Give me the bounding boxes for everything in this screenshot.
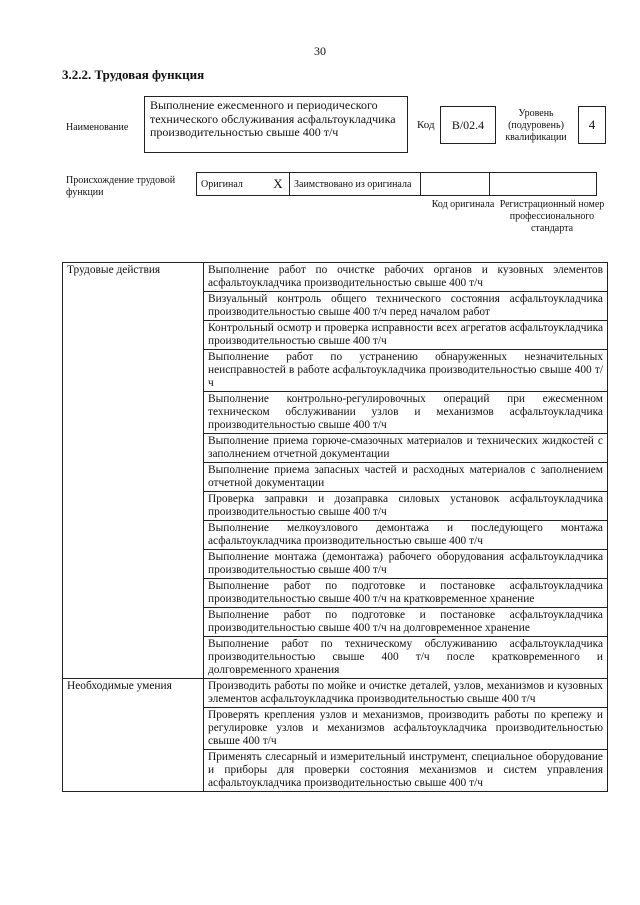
item-cell: Выполнение мелкоузлового демонтажа и последующего монтажа асфальтоукладчика производительностью свыше 400 т/ч (204, 521, 608, 550)
reg-number-caption: Регистрационный номер профессионального стандарта (499, 199, 605, 234)
qualification-level-box: 4 (578, 106, 606, 144)
original-mark: X (267, 173, 290, 196)
item-cell: Производить работы по мойке и очистке деталей, узлов, механизмов и кузовных элементов асфальтоукладчика производительностью свыше 400 т/ч (204, 679, 608, 708)
labor-function-table (62, 262, 608, 792)
code-label: Код (417, 119, 435, 131)
item-cell: Выполнение приема запасных частей и расходных материалов с заполнением отчетной документации (204, 463, 608, 492)
item-cell: Выполнение работ по устранению обнаруженных незначительных неисправностей в работе асфальтоукладчика производительностью свыше 400 т/ч (204, 350, 608, 392)
origin-label: Происхождение трудовой функции (66, 175, 176, 198)
item-cell: Применять слесарный и измерительный инструмент, специальное оборудование и приборы для проверки состояния механизмов и систем управления асфальтоукладчика производительностью свыше 400 т/ч (204, 750, 608, 792)
name-label: Наименование (66, 122, 129, 133)
original-code-cell (421, 173, 490, 196)
category-cell: Трудовые действия (63, 263, 204, 679)
page-number: 30 (314, 44, 326, 58)
original-label: Оригинал (197, 173, 268, 196)
item-cell: Выполнение работ по подготовке и постановке асфальтоукладчика производительностью свыше 400 т/ч на долговременное хранение (204, 608, 608, 637)
origin-table (196, 172, 597, 196)
item-cell: Выполнение работ по подготовке и постановке асфальтоукладчика производительностью свыше 400 т/ч на кратковременное хранение (204, 579, 608, 608)
item-cell: Контрольный осмотр и проверка исправности всех агрегатов асфальтоукладчика производительностью свыше 400 т/ч (204, 321, 608, 350)
item-cell: Проверять крепления узлов и механизмов, производить работы по крепежу и регулировке узлов и механизмов асфальтоукладчика производительностью свыше 400 т/ч (204, 708, 608, 750)
item-cell: Выполнение приема горюче-смазочных материалов и технических жидкостей с заполнением отчетной документации (204, 434, 608, 463)
original-code-caption: Код оригинала (431, 199, 495, 210)
category-cell: Необходимые умения (63, 679, 204, 792)
labor-function-table-body (63, 263, 608, 792)
table-row (63, 679, 608, 708)
section-title: 3.2.2. Трудовая функция (62, 67, 205, 82)
qualification-level-label: Уровень (подуровень) квалификации (505, 108, 567, 143)
item-cell: Выполнение контрольно-регулировочных операций при ежесменном техническом обслуживании узлов и механизмов асфальтоукладчика производительностью свыше 400 т/ч (204, 392, 608, 434)
item-cell: Проверка заправки и дозаправка силовых установок асфальтоукладчика производительностью свыше 400 т/ч (204, 492, 608, 521)
function-name-box: Выполнение ежесменного и периодического технического обслуживания асфальтоукладчика производительностью свыше 400 т/ч (144, 96, 408, 153)
item-cell: Визуальный контроль общего технического состояния асфальтоукладчика производительностью свыше 400 т/ч перед началом работ (204, 292, 608, 321)
item-cell: Выполнение работ по техническому обслуживанию асфальтоукладчика производительностью свыше 400 т/ч после кратковременного и долговременного хранения (204, 637, 608, 679)
borrowed-label: Заимствовано из оригинала (290, 173, 421, 196)
table-row (63, 263, 608, 292)
reg-number-cell (490, 173, 597, 196)
item-cell: Выполнение монтажа (демонтажа) рабочего оборудования асфальтоукладчика производительностью свыше 400 т/ч (204, 550, 608, 579)
code-value-box: В/02.4 (440, 106, 496, 144)
item-cell: Выполнение работ по очистке рабочих органов и кузовных элементов асфальтоукладчика производительностью свыше 400 т/ч (204, 263, 608, 292)
